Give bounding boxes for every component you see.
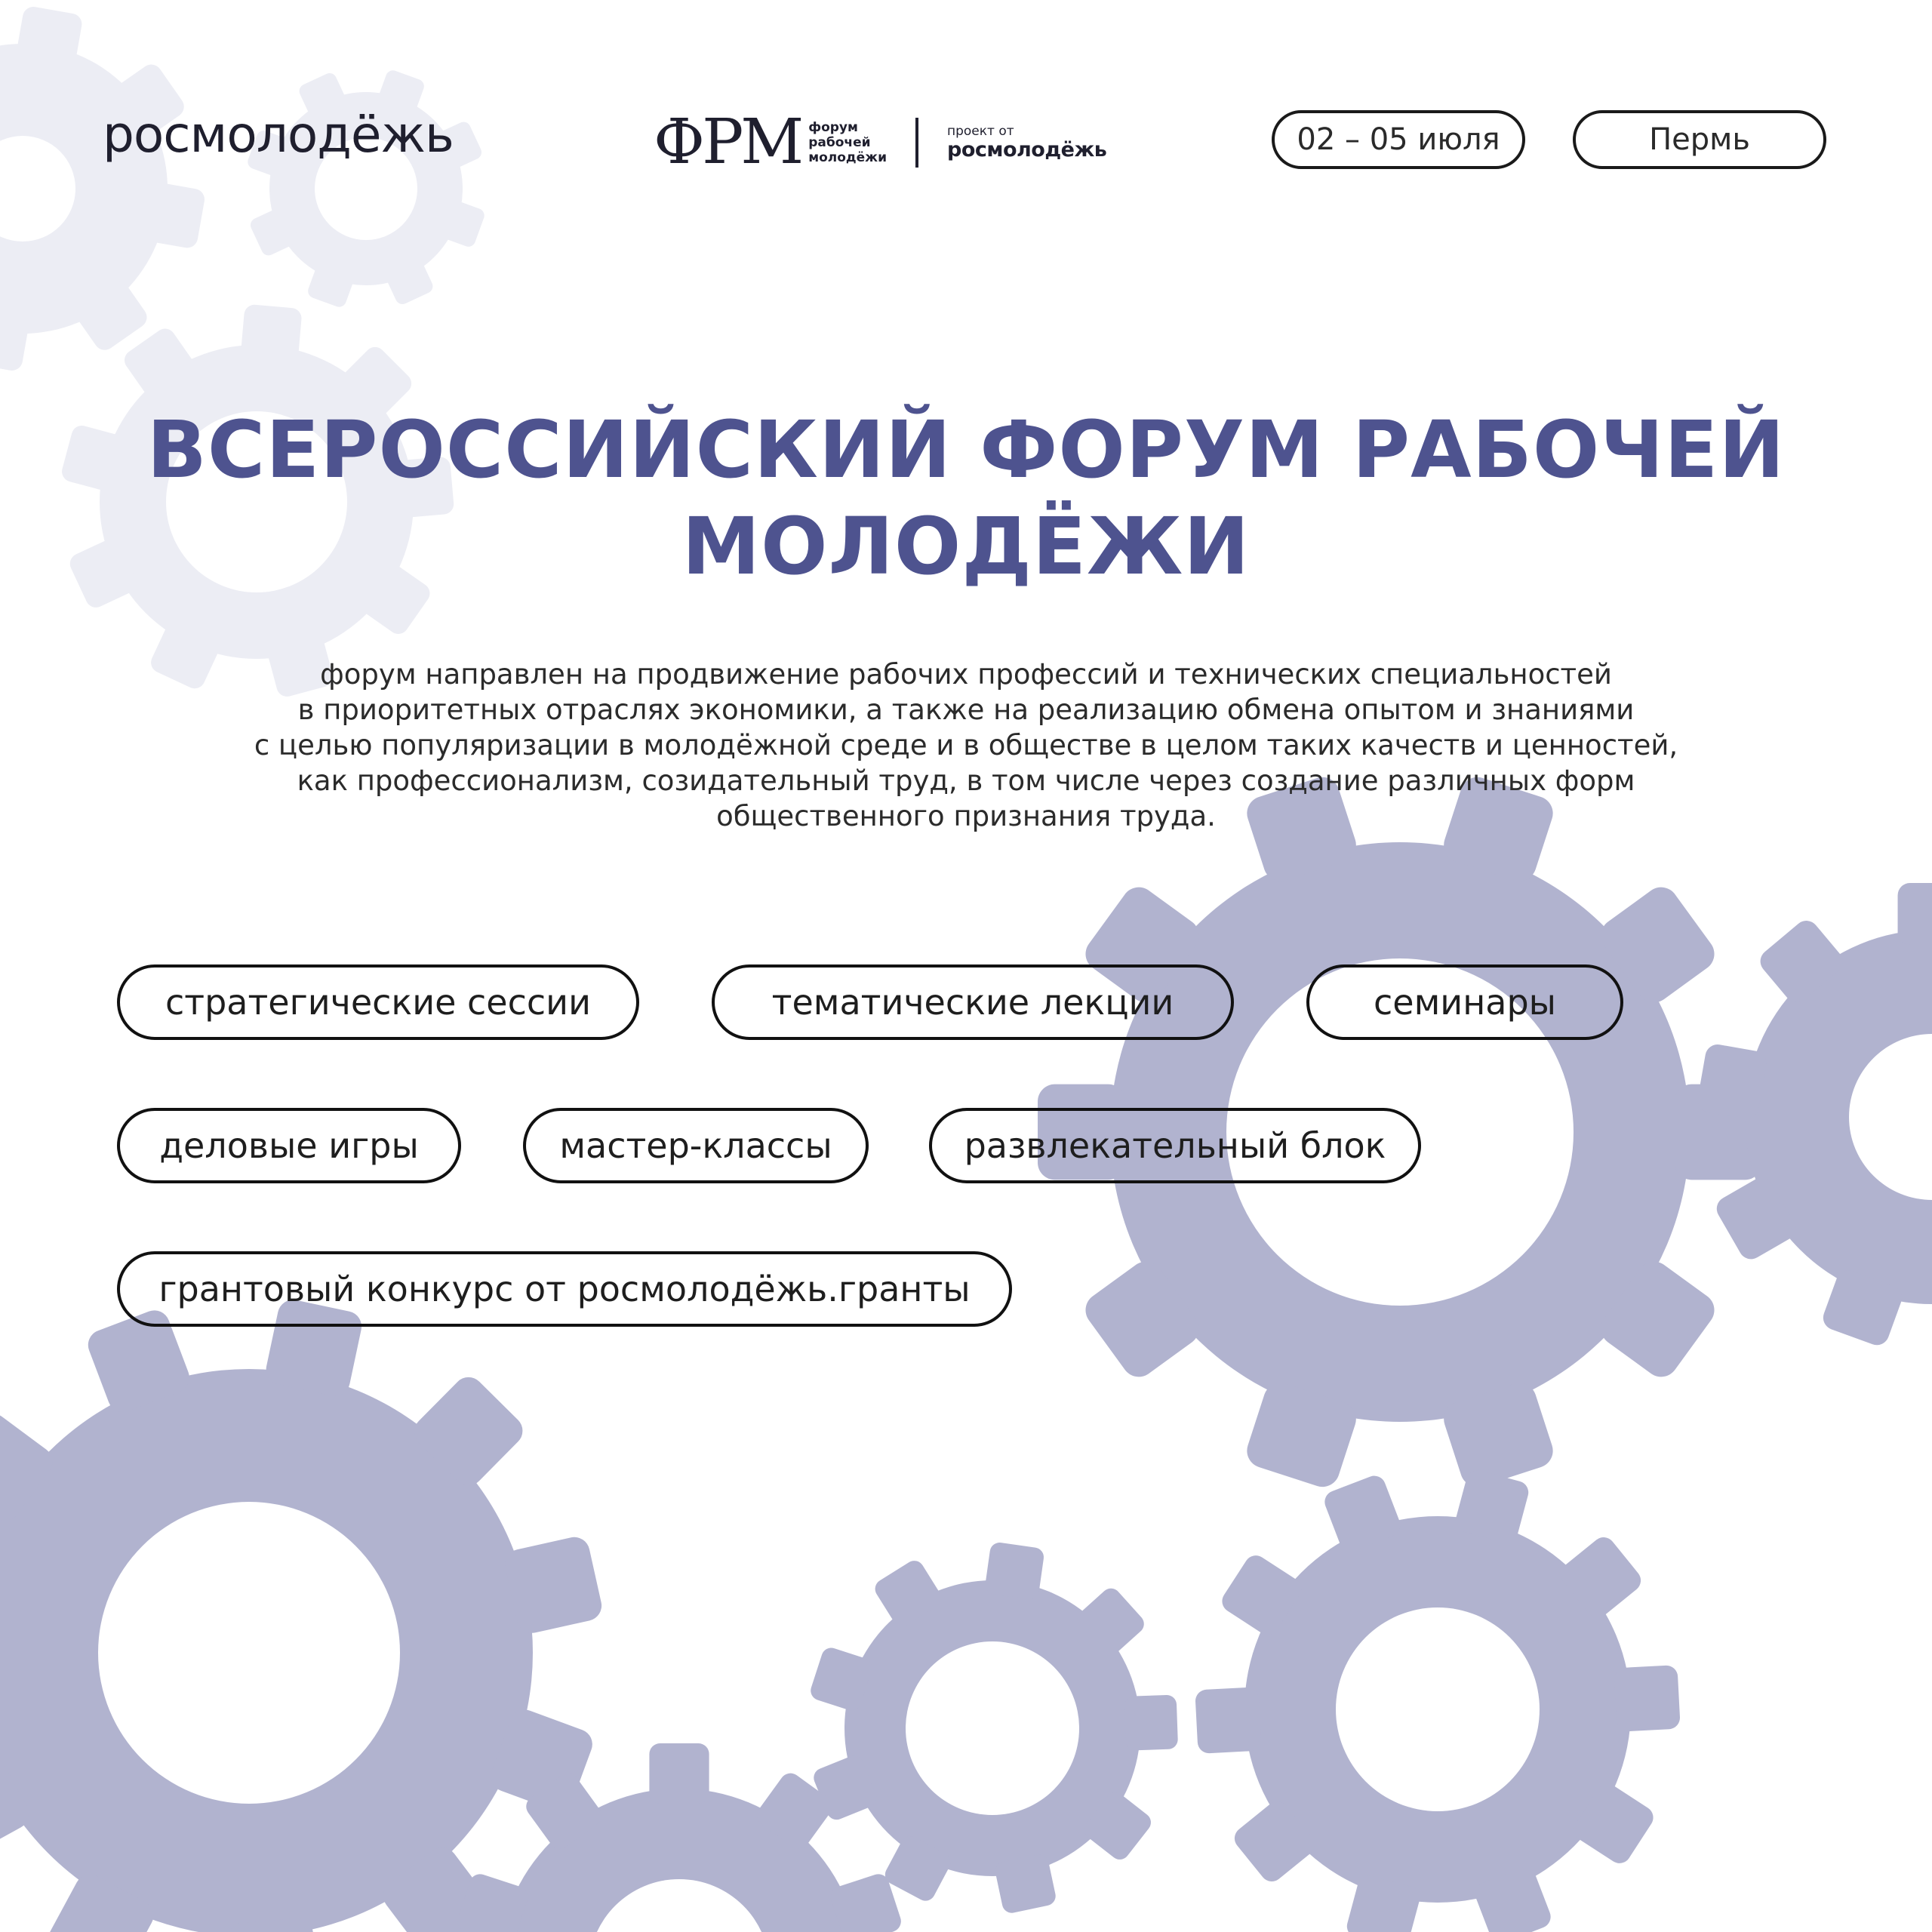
format-pill-thematic-lectures: тематические лекции [712, 964, 1234, 1040]
format-pill-grant-contest: грантовый конкурс от росмолодёжь.гранты [117, 1251, 1012, 1327]
format-pill-master-classes: мастер-классы [523, 1108, 869, 1183]
project-brand: росмолодёжь [947, 138, 1107, 162]
gear-icon [1696, 883, 1932, 1349]
description-line: форум направлен на продвижение рабочих профессий и технических специальностей [320, 658, 1612, 691]
gear-icon [808, 1541, 1178, 1915]
city-badge: Пермь [1573, 110, 1826, 169]
frm-caption-line: рабочей [808, 135, 871, 150]
frm-caption-line: молодёжи [808, 150, 887, 165]
gear-icon [1195, 1468, 1681, 1932]
description-line: как профессионализм, созидательный труд, в том числе через создание различных форм [297, 764, 1635, 797]
gear-icon [0, 5, 206, 372]
format-pill-entertainment: развлекательный блок [929, 1108, 1421, 1183]
forum-logo [654, 106, 1107, 178]
frm-logo-caption [808, 120, 887, 165]
title-line-2: МОЛОДЁЖИ [681, 500, 1251, 592]
format-pill-strategic-sessions: стратегические сессии [117, 964, 639, 1040]
gear-icon [246, 69, 487, 309]
format-pill-business-games: деловые игры [117, 1108, 461, 1183]
page-title [0, 401, 1932, 595]
logo-divider [915, 118, 918, 168]
frm-caption-line: форум [808, 120, 858, 135]
description-line: в приоритетных отраслях экономики, а также на реализацию обмена опытом и знаниями [297, 694, 1635, 726]
project-of-label [947, 124, 1106, 162]
rosmolodezh-logo: росмолодёжь [103, 106, 454, 164]
project-of-text: проект от [947, 124, 1014, 139]
format-pill-seminars: семинары [1306, 964, 1623, 1040]
forum-description [151, 657, 1781, 834]
gear-icon [0, 1297, 605, 1932]
title-line-1: ВСЕРОССИЙСКИЙ ФОРУМ РАБОЧЕЙ [146, 404, 1786, 496]
frm-logo-mark: ФРМ [654, 106, 801, 178]
description-line: общественного признания труда. [716, 800, 1216, 832]
description-line: с целью популяризации в молодёжной среде и в обществе в целом таких качеств и ценностей, [254, 729, 1678, 761]
dates-badge: 02 – 05 июля [1272, 110, 1525, 169]
